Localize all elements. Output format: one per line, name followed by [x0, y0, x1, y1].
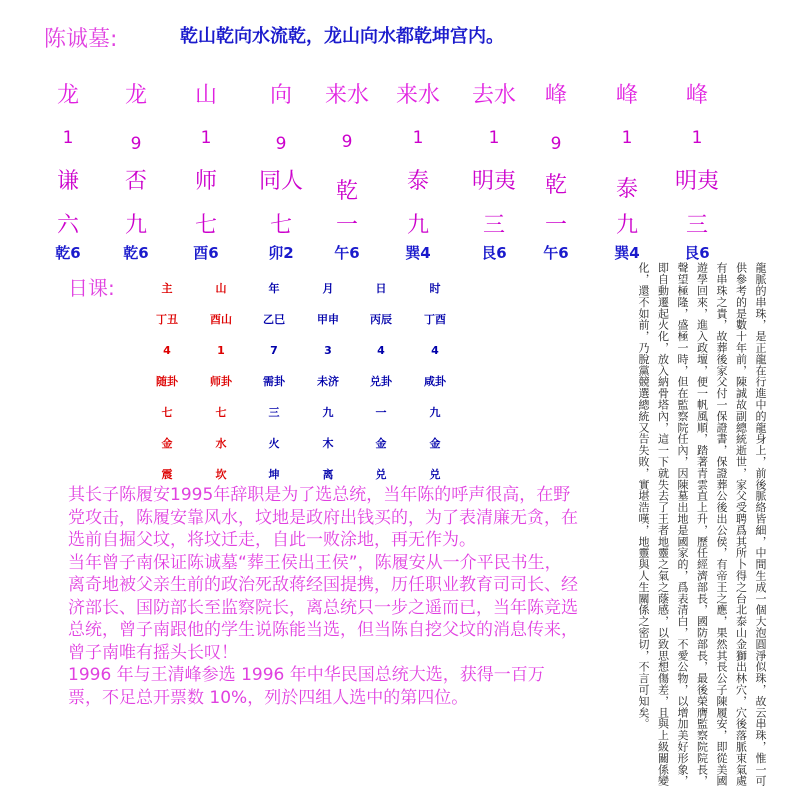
rike-cell: 未济 [317, 375, 339, 388]
col-direction: 巽4 [614, 244, 640, 262]
rike-cell: 坤 [268, 468, 280, 481]
col-number: 1 [412, 128, 424, 148]
col-cn-number: 一 [544, 213, 568, 238]
rike-column-hour [423, 282, 447, 499]
vertical-quote: 龍脈的串珠，是正龍在行進中的龍身上，前後脈絡皆細，中間生成一個大泡圓淨似珠，故云串珠，惟一可供參考的是數十年前，陳誠故副總統逝世，家父受聘爲其所卜得之台北泰山金獅出林穴，穴後落脈束氣處有串珠之貴，故葬後家父付一保證書，保證葬公後出公侯，有帝王之應，果然其長公子陳履安，即從美國遊學回來，進入政壇，便一帆風順，踏著青雲直上升，歷任經濟部長，國防部長，最後榮膺監察院院長，聲望極隆，盛極一時，但在監察院任內，因陳墓出地是國家的，爲表清白，不愛公物，以增加美好形象，即自動遷起火化，放入納骨塔內，這一下就失去了王者地靈之氣之蔭感，以致思想傷差，且與上級關係變化，還不如前，乃脫黨競選總統又告失敗，實堪浩嘆，地靈與人生關係之密切，不言可知矣。 [637, 262, 767, 787]
col-label: 峰 [544, 83, 568, 108]
rike-cell: 坎 [215, 468, 227, 481]
col-cn-number: 七 [269, 213, 293, 238]
col-number: 1 [488, 128, 500, 148]
paragraph: 1996 年与王清峰参选 1996 年中华民国总统大选，获得一百万票，不足总开票数 10%，列於四组人选中的第四位。 [68, 665, 545, 708]
col-cn-number: 三 [482, 213, 506, 238]
headline: 乾山乾向水流乾，龙山向水都乾坤宫内。 [180, 26, 504, 47]
col-cn-number: 七 [194, 213, 218, 238]
col-label: 向 [269, 83, 293, 108]
col-number: 9 [130, 134, 142, 154]
col-direction: 乾6 [55, 244, 81, 262]
rike-cell: 震 [161, 468, 173, 481]
col-cn-number: 九 [124, 213, 148, 238]
col-direction: 午6 [543, 244, 569, 262]
rike-column-year [262, 282, 286, 499]
rike-cell: 离 [322, 468, 334, 481]
col-cn-number: 九 [615, 213, 639, 238]
rike-cell: 山 [215, 282, 227, 295]
rike-cell: 时 [429, 282, 441, 295]
col-label: 去水 [471, 83, 517, 108]
rike-cell: 需卦 [263, 375, 285, 388]
rike-cell: 七 [161, 406, 173, 419]
col-label: 来水 [395, 83, 441, 108]
col-number: 9 [275, 134, 287, 154]
rike-cell: 丁丑 [156, 313, 178, 326]
col-cn-number: 三 [685, 213, 709, 238]
rike-cell: 4 [431, 344, 439, 357]
rike-cell: 金 [375, 437, 387, 450]
col-number: 1 [200, 128, 212, 148]
col-hexagram: 同人 [258, 169, 304, 194]
paragraph: 当年曾子南保证陈诚墓“葬王侯出王侯”，陈履安从一介平民书生，离奇地被父亲生前的政治死敌蒋经国提携，历任职业教育司司长、经济部长、国防部长至监察院长，离总统只一步之遥而已，当年陈竞选总统，曾子南跟他的学生说陈能当选，但当陈自挖父坟的消息传来，曾子南唯有摇头长叹！ [68, 552, 578, 663]
rike-cell: 月 [322, 282, 334, 295]
col-number: 9 [550, 134, 562, 154]
col-hexagram: 师 [194, 169, 218, 194]
rike-cell: 兑 [375, 468, 387, 481]
paragraph: 其长子陈履安1995年辞职是为了选总统，当年陈的呼声很高，在野党攻击，陈履安靠风水，坟地是政府出钱买的，为了表清廉无贪，在选前自掘父坟，将坟迁走，自此一败涂地，再无作为。 [68, 485, 578, 550]
col-hexagram: 乾 [544, 173, 568, 198]
col-label: 龙 [124, 83, 148, 108]
col-label: 峰 [685, 83, 709, 108]
col-cn-number: 六 [56, 213, 80, 238]
rike-cell: 酉山 [210, 313, 232, 326]
rike-column-owner [155, 282, 179, 499]
rike-cell: 一 [375, 406, 387, 419]
col-hexagram: 否 [124, 169, 148, 194]
rike-column-month [316, 282, 340, 499]
col-cn-number: 一 [335, 213, 359, 238]
rike-cell: 年 [268, 282, 280, 295]
col-hexagram: 泰 [615, 177, 639, 202]
rike-cell: 兑卦 [370, 375, 392, 388]
rike-cell: 师卦 [210, 375, 232, 388]
col-direction: 艮6 [481, 244, 507, 262]
rike-cell: 三 [268, 406, 280, 419]
rike-cell: 4 [377, 344, 385, 357]
rike-cell: 金 [429, 437, 441, 450]
rike-cell: 丙辰 [370, 313, 392, 326]
rike-cell: 丁酉 [424, 313, 446, 326]
rike-cell: 甲申 [317, 313, 339, 326]
col-number: 1 [691, 128, 703, 148]
rike-cell: 咸卦 [424, 375, 446, 388]
col-direction: 卯2 [268, 244, 294, 262]
col-number: 1 [62, 128, 74, 148]
rike-cell: 九 [429, 406, 441, 419]
col-hexagram: 谦 [56, 169, 80, 194]
col-number: 9 [341, 132, 353, 152]
col-hexagram: 明夷 [471, 169, 517, 194]
rike-column-day [369, 282, 393, 499]
col-hexagram: 乾 [335, 179, 359, 204]
rike-cell: 1 [217, 344, 225, 357]
rike-cell: 金 [161, 437, 173, 450]
rike-cell: 火 [268, 437, 280, 450]
rike-column-mountain [209, 282, 233, 499]
rike-cell: 4 [163, 344, 171, 357]
col-label: 峰 [615, 83, 639, 108]
rike-cell: 兑 [429, 468, 441, 481]
col-label: 山 [194, 83, 218, 108]
col-direction: 酉6 [193, 244, 219, 262]
story-text [68, 484, 578, 709]
tomb-name: 陈诚墓: [44, 27, 118, 52]
rike-cell: 木 [322, 437, 334, 450]
col-hexagram: 泰 [406, 169, 430, 194]
col-hexagram: 明夷 [674, 169, 720, 194]
col-label: 来水 [324, 83, 370, 108]
col-direction: 艮6 [684, 244, 710, 262]
rike-cell: 主 [161, 282, 173, 295]
col-number: 1 [621, 128, 633, 148]
col-direction: 巽4 [405, 244, 431, 262]
rike-cell: 七 [215, 406, 227, 419]
col-direction: 乾6 [123, 244, 149, 262]
rike-cell: 随卦 [156, 375, 178, 388]
col-label: 龙 [56, 83, 80, 108]
rike-cell: 乙巳 [263, 313, 285, 326]
col-cn-number: 九 [406, 213, 430, 238]
col-direction: 午6 [334, 244, 360, 262]
rike-cell: 水 [215, 437, 227, 450]
rike-title: 日课: [68, 276, 115, 300]
rike-cell: 3 [324, 344, 332, 357]
rike-cell: 7 [270, 344, 278, 357]
rike-cell: 日 [375, 282, 387, 295]
rike-cell: 九 [322, 406, 334, 419]
